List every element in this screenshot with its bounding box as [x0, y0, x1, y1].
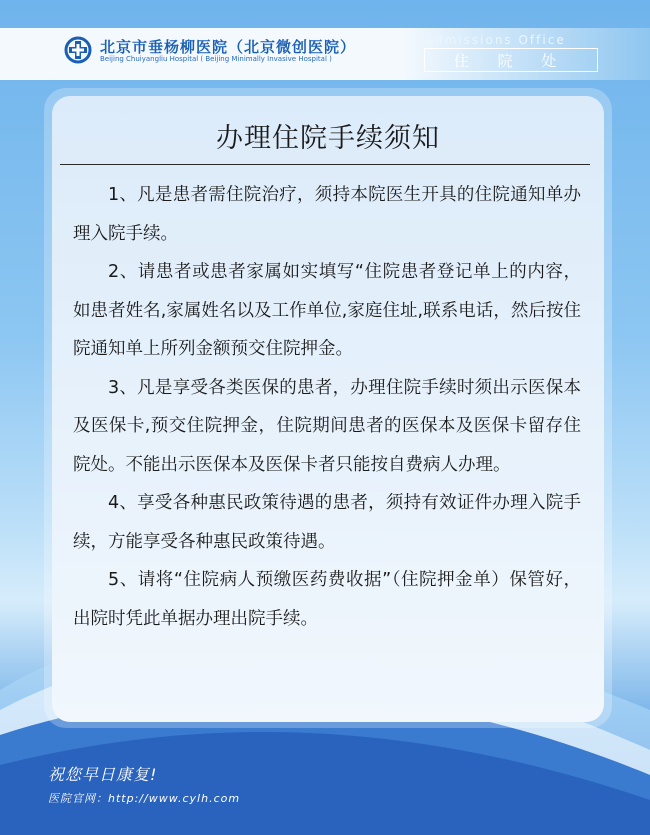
hospital-name: 北京市垂杨柳医院（北京微创医院）	[100, 38, 357, 56]
notice-content	[73, 176, 581, 638]
department-name-en: Admissions Office	[425, 33, 566, 47]
medical-cross-icon	[64, 36, 92, 64]
hospital-name-en: Beijing Chuiyangliu Hospital ( Beijing Minimally Invasive Hospital )	[100, 55, 332, 63]
footer-website: 医院官网：http://www.cylh.com	[48, 792, 241, 805]
title-divider	[60, 164, 590, 165]
notice-title: 办理住院手续须知	[216, 123, 440, 154]
footer-slogan: 祝您早日康复!	[48, 765, 158, 784]
notice-item: 4、享受各种惠民政策待遇的患者，须持有效证件办理入院手续，方能享受各种惠民政策待遇。	[73, 493, 581, 552]
notice-item: 5、请将“住院病人预缴医药费收据”（住院押金单）保管好，出院时凭此单据办理出院手续。	[73, 570, 581, 629]
notice-item: 3、凡是享受各类医保的患者，办理住院手续时须出示医保本及医保卡,预交住院押金，住院期间患者的医保本及医保卡留存住院处。不能出示医保本及医保卡者只能按自费病人办理。	[73, 377, 581, 475]
notice-item: 1、凡是患者需住院治疗，须持本院医生开具的住院通知单办理入院手续。	[73, 185, 581, 244]
department-name-cn: 住 院 处	[453, 52, 569, 70]
notice-item: 2、请患者或患者家属如实填写“住院患者登记单上的内容，如患者姓名,家属姓名以及工作单位,家庭住址,联系电话，然后按住院通知单上所列金额预交住院押金。	[73, 262, 581, 359]
